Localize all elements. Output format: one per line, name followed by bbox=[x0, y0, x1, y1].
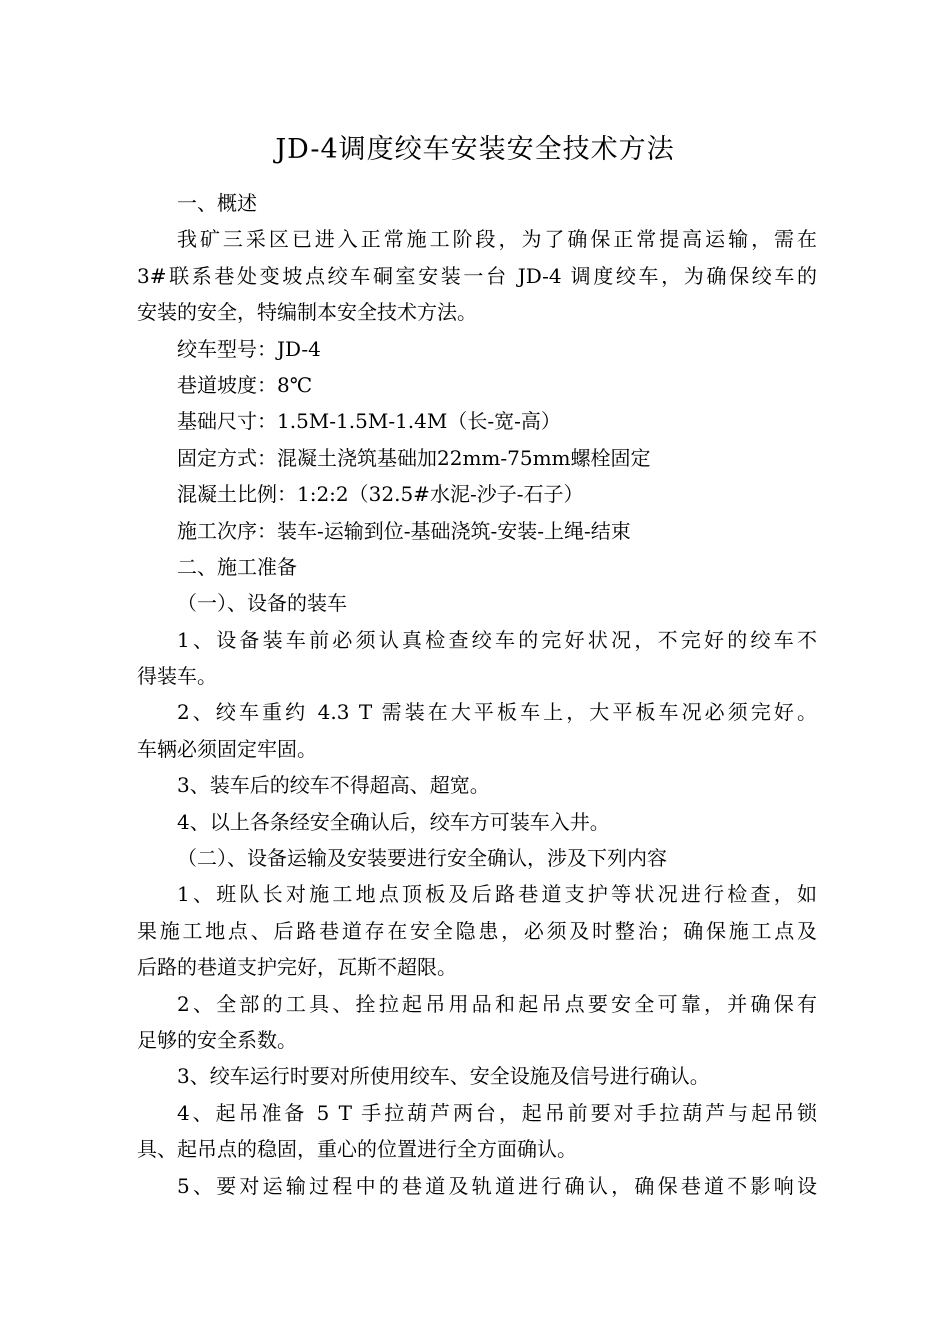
body-line: 得装车。 bbox=[137, 664, 217, 689]
body-line: 1、班队长对施工地点顶板及后路巷道支护等状况进行检查，如 bbox=[177, 882, 817, 907]
body-line: 3#联系巷处变坡点绞车硐室安装一台 JD-4 调度绞车，为确保绞车的 bbox=[137, 263, 817, 288]
body-line: 固定方式：混凝土浇筑基础加22mm-75mm螺栓固定 bbox=[177, 445, 651, 470]
body-line: 果施工地点、后路巷道存在安全隐患，必须及时整治；确保施工点及 bbox=[137, 918, 817, 943]
body-line: 基础尺寸：1.5M-1.5M-1.4M（长-宽-高） bbox=[177, 409, 561, 434]
body-line: 3、绞车运行时要对所使用绞车、安全设施及信号进行确认。 bbox=[177, 1064, 710, 1089]
body-line: 2、绞车重约 4.3 T 需装在大平板车上，大平板车况必须完好。 bbox=[177, 700, 817, 725]
body-line: 2、全部的工具、拴拉起吊用品和起吊点要安全可靠，并确保有 bbox=[177, 991, 817, 1016]
body-line: 4、以上各条经安全确认后，绞车方可装车入井。 bbox=[177, 809, 610, 834]
body-line: 绞车型号：JD-4 bbox=[177, 336, 321, 361]
body-line: 我矿三采区已进入正常施工阶段，为了确保正常提高运输，需在 bbox=[177, 227, 817, 252]
body-line: （二）、设备运输及安装要进行安全确认，涉及下列内容 bbox=[177, 846, 667, 871]
body-line: 足够的安全系数。 bbox=[137, 1027, 297, 1052]
document-body bbox=[137, 185, 817, 1204]
body-line: 安装的安全，特编制本安全技术方法。 bbox=[137, 300, 477, 325]
body-line: 车辆必须固定牢固。 bbox=[137, 736, 317, 761]
body-line: 一、概述 bbox=[177, 191, 257, 215]
body-line: 3、装车后的绞车不得超高、超宽。 bbox=[177, 773, 490, 798]
body-line: 具、起吊点的稳固，重心的位置进行全方面确认。 bbox=[137, 1137, 577, 1162]
body-line: （一）、设备的装车 bbox=[177, 591, 347, 616]
body-line: 1、设备装车前必须认真检查绞车的完好状况，不完好的绞车不 bbox=[177, 627, 817, 652]
body-line: 二、施工准备 bbox=[177, 554, 297, 579]
body-line: 5、要对运输过程中的巷道及轨道进行确认，确保巷道不影响设 bbox=[177, 1173, 817, 1198]
body-line: 4、起吊准备 5 T 手拉葫芦两台，起吊前要对手拉葫芦与起吊锁 bbox=[177, 1100, 817, 1125]
document-title: JD-4调度绞车安装安全技术方法 bbox=[275, 134, 675, 165]
body-line: 后路的巷道支护完好，瓦斯不超限。 bbox=[137, 955, 457, 980]
body-line: 施工次序：装车-运输到位-基础浇筑-安装-上绳-结束 bbox=[177, 518, 631, 543]
body-line: 混凝土比例：1:2:2（32.5#水泥-沙子-石子） bbox=[177, 482, 584, 507]
body-line: 巷道坡度：8℃ bbox=[177, 372, 313, 397]
